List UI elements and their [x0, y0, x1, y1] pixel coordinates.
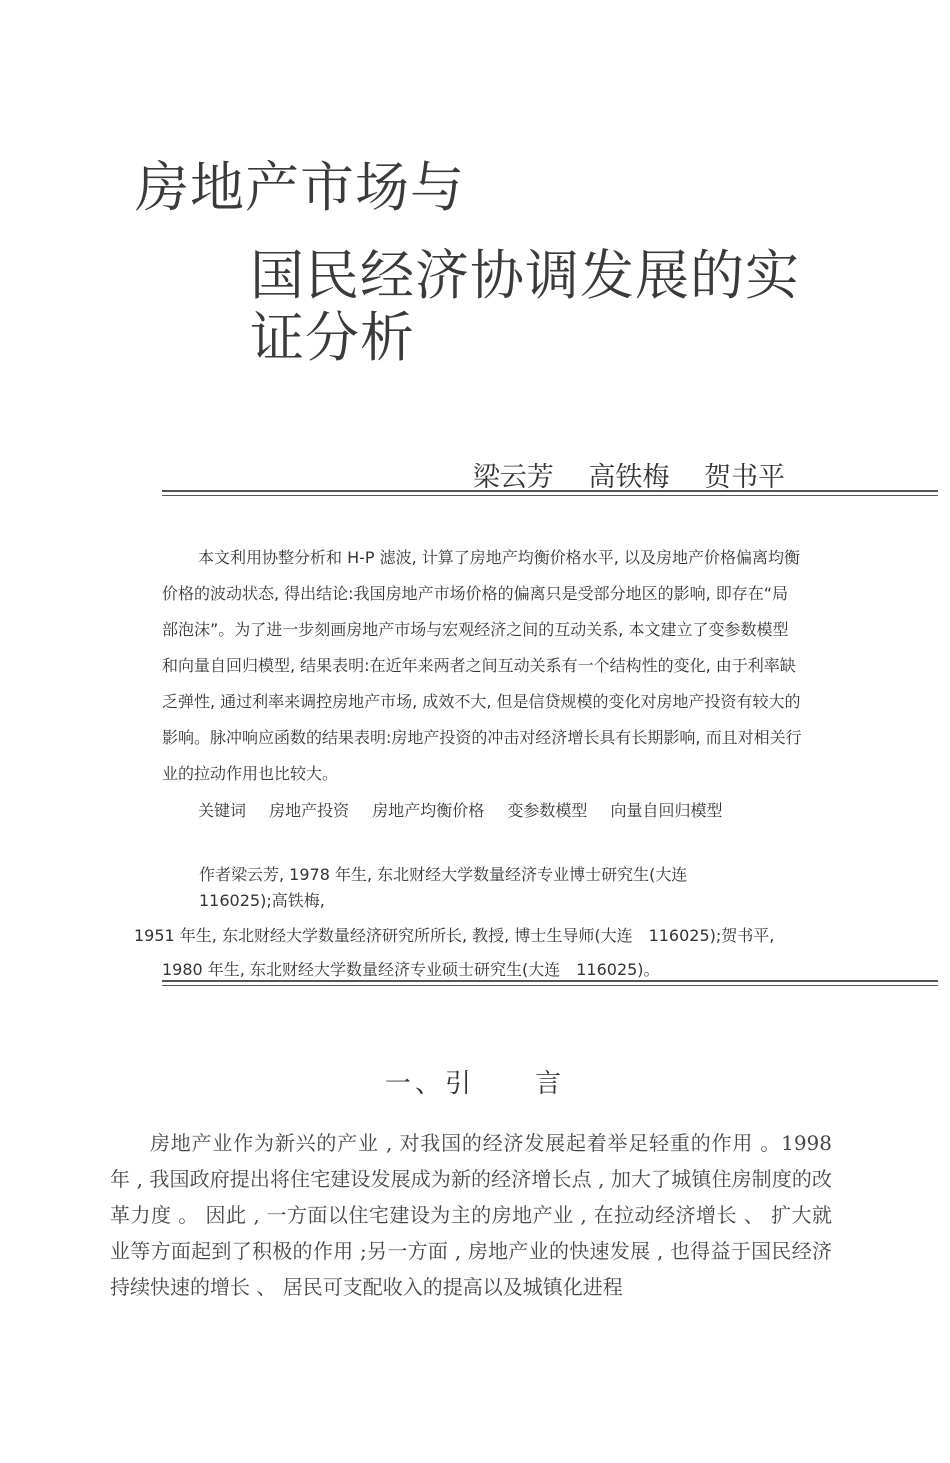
keywords-label: 关键词	[198, 801, 247, 820]
abstract: 本文利用协整分析和 H-P 滤波, 计算了房地产均衡价格水平, 以及房地产价格偏离均衡价格的波动状态, 得出结论:我国房地产市场价格的偏离只是受部分地区的影响, 即存在“局部泡沫”。为了进一步刻画房地产市场与宏观经济之间的互动关系, 本文建立了变参数模型和向量自回归模型, 结果表明:在近年来两者之间互动关系有一个结构性的变化, 由于利率缺乏弹性, 通过利率来调控房地产市场, 成效不大, 但是信贷规模的变化对房地产投资有较大的影响。脉冲响应函数的结果表明:房地产投资的冲击对经济增长具有长期影响, 而且对相关行业的拉动作用也比较大。	[162, 548, 802, 783]
bottom-divider-thin	[162, 985, 938, 986]
bottom-divider	[162, 980, 938, 982]
title-line-2: 国民经济协调发展的实证分析	[250, 244, 800, 369]
keywords	[198, 798, 740, 821]
author-info-line: 作者梁云芳, 1978 年生, 东北财经大学数量经济专业博士研究生(大连	[199, 865, 688, 884]
author-info-line: 1951 年生, 东北财经大学数量经济研究所所长, 教授, 博士生导师(大连 116025);贺书平,	[134, 926, 775, 945]
section-heading: 一、引 言	[384, 1069, 565, 1099]
author-name: 贺书平	[704, 462, 785, 493]
keyword: 变参数模型	[507, 801, 588, 820]
title-line-1: 房地产市场与	[135, 156, 465, 219]
keyword: 房地产均衡价格	[372, 801, 485, 820]
keyword: 房地产投资	[269, 801, 350, 820]
body-paragraph: 房地产业作为新兴的产业 , 对我国的经济发展起着举足轻重的作用 。1998 年 , 我国政府提出将住宅建设发展成为新的经济增长点 , 加大了城镇住房制度的改革力度 。 因此 , 一方面以住宅建设为主的房地产业 , 在拉动经济增长 、 扩大就业等方面起到了积极的作用 ;另一方面 , 房地产业的快速发展 , 也得益于国民经济持续快速的增长 、 居民可支配收入的提高以及城镇化进程	[110, 1131, 832, 1299]
top-divider-thin	[162, 495, 938, 496]
author-info-line: 116025);高铁梅,	[199, 891, 325, 910]
author-list	[447, 455, 785, 494]
author-name: 梁云芳	[472, 462, 554, 493]
top-divider	[162, 490, 938, 492]
author-info-line: 1980 年生, 东北财经大学数量经济专业硕士研究生(大连 116025)。	[162, 960, 660, 979]
keyword: 向量自回归模型	[610, 801, 723, 820]
author-name: 高铁梅	[588, 462, 670, 493]
